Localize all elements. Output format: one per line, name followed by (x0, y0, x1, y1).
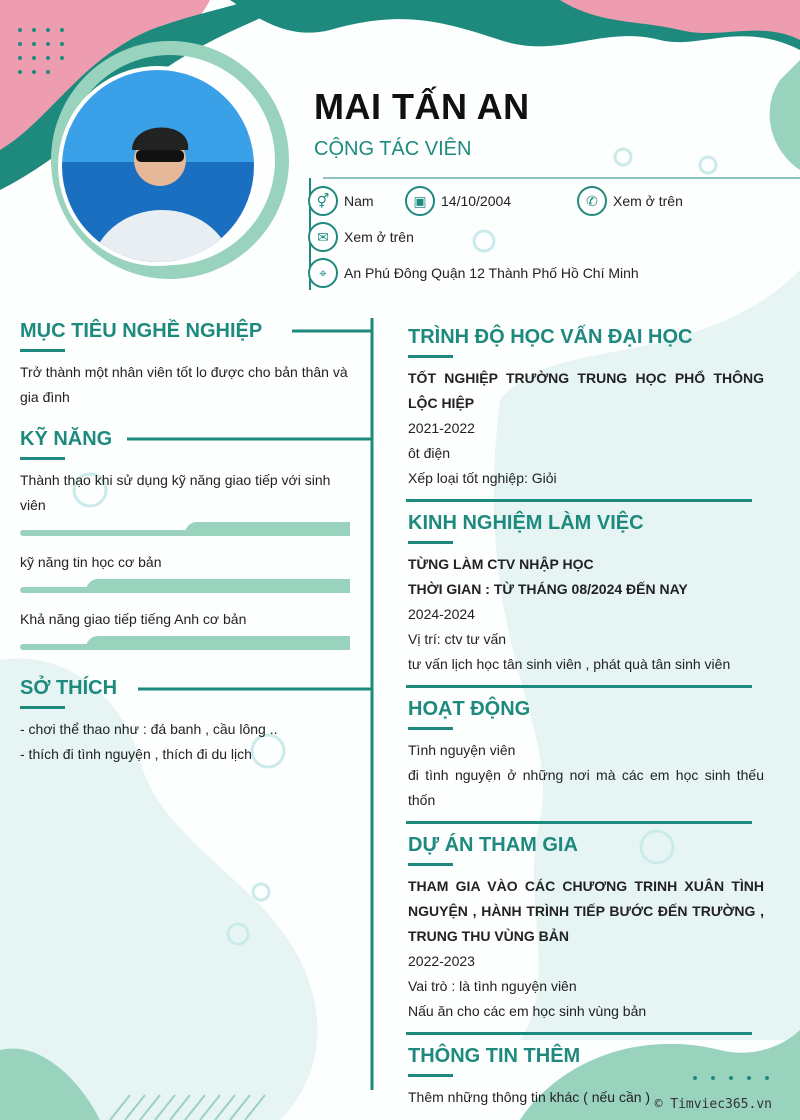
skill-bar (20, 522, 350, 536)
education-years: 2021-2022 (408, 420, 475, 436)
projects-title: DỰ ÁN THAM GIA (408, 834, 578, 856)
activities-title: HOẠT ĐỘNG (408, 698, 531, 720)
project-desc: Nấu ăn cho các em học sinh vùng bản (408, 1003, 647, 1019)
right-column (408, 326, 764, 1110)
contact-birthday: ▣ 14/10/2004 (405, 186, 511, 216)
gender-icon: ⚥ (308, 186, 338, 216)
experience-desc: tư vấn lịch học tân sinh viên , phát quà tân sinh viên (408, 656, 731, 672)
candidate-name: MAI TẤN AN (314, 86, 530, 127)
email-icon: ✉ (308, 222, 338, 252)
experience-title: KINH NGHIỆM LÀM VIỆC (408, 512, 644, 534)
hobby-item: - chơi thể thao như : đá banh , cầu lông .. (20, 721, 278, 737)
objective-section (20, 320, 360, 410)
education-grade: Xếp loại tốt nghiệp: Giỏi (408, 470, 557, 486)
title-underline (20, 706, 65, 709)
divider (406, 1032, 752, 1035)
experience-company: TỪNG LÀM CTV NHẬP HỌC (408, 556, 594, 572)
experience-period: THỜI GIAN : TỪ THÁNG 08/2024 ĐẾN NAY (408, 581, 688, 597)
skill-name: Thành thạo khi sử dụng kỹ năng giao tiếp với sinh viên (20, 472, 331, 513)
more-info-title: THÔNG TIN THÊM (408, 1045, 581, 1067)
title-underline (408, 727, 453, 730)
copyright: © Timviec365.vn (654, 1097, 772, 1112)
skill-name: kỹ năng tin học cơ bản (20, 554, 162, 570)
contact-phone: ✆ Xem ở trên (577, 186, 683, 216)
experience-years: 2024-2024 (408, 606, 475, 622)
education-school: TỐT NGHIỆP TRƯỜNG TRUNG HỌC PHỔ THÔNG LỘC HIỆP (408, 370, 764, 411)
project-role: Vai trò : là tình nguyện viên (408, 978, 577, 994)
project-name: THAM GIA VÀO CÁC CHƯƠNG TRINH XUÂN TÌNH NGUYỆN , HÀNH TRÌNH TIẾP BƯỚC ĐẾN TRƯỜNG , TRUNG THU VÙNG BẢN (408, 878, 764, 944)
job-title: CỘNG TÁC VIÊN (314, 138, 472, 160)
divider (406, 499, 752, 502)
title-underline (20, 457, 65, 460)
location-icon: ⌖ (308, 258, 338, 288)
experience-position: Vị trí: ctv tư vấn (408, 631, 507, 647)
title-underline (408, 1074, 453, 1077)
divider (406, 685, 752, 688)
hobbies-section (20, 677, 360, 767)
hobby-item: - thích đi tình nguyện , thích đi du lịch (20, 746, 252, 762)
skill-bar (20, 636, 350, 650)
section-title: SỞ THÍCH (20, 677, 118, 699)
education-major: ôt điện (408, 445, 451, 461)
contact-email: ✉ Xem ở trên (308, 222, 414, 252)
skill-bar (20, 579, 350, 593)
title-underline (408, 863, 453, 866)
section-title: KỸ NĂNG (20, 428, 113, 450)
title-underline (408, 355, 453, 358)
phone-icon: ✆ (577, 186, 607, 216)
skill-name: Khả năng giao tiếp tiếng Anh cơ bản (20, 611, 247, 627)
section-title: MỤC TIÊU NGHỀ NGHIỆP (20, 320, 263, 342)
activity-desc: đi tình nguyện ở những nơi mà các em học sinh thếu thốn (408, 767, 764, 808)
project-years: 2022-2023 (408, 953, 475, 969)
contact-address: ⌖ An Phú Đông Quận 12 Thành Phố Hồ Chí Minh (308, 258, 639, 288)
objective-text: Trở thành một nhân viên tốt lo được cho bản thân và gia đình (20, 364, 348, 405)
title-underline (408, 541, 453, 544)
more-info-text: Thêm những thông tin khác ( nếu cần ) (408, 1089, 651, 1105)
divider (406, 821, 752, 824)
contact-gender: ⚥ Nam (308, 186, 374, 216)
title-underline (20, 349, 65, 352)
avatar (58, 66, 258, 266)
skills-section (20, 428, 360, 664)
calendar-icon: ▣ (405, 186, 435, 216)
activity-role: Tình nguyện viên (408, 742, 516, 758)
education-title: TRÌNH ĐỘ HỌC VẤN ĐẠI HỌC (408, 326, 693, 348)
